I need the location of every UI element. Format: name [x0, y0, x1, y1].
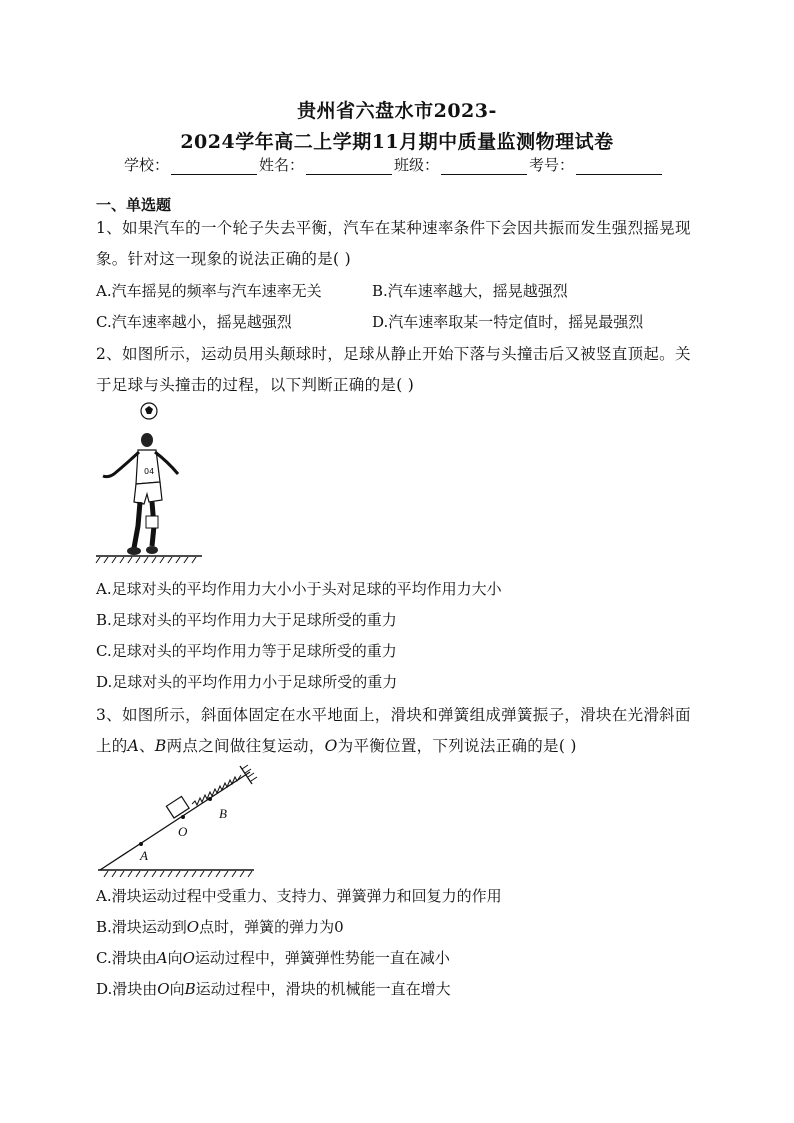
- q3-var-a: A: [156, 949, 168, 967]
- class-blank[interactable]: [441, 159, 527, 175]
- q3-text: 两点之间做往复运动，: [166, 737, 325, 755]
- q3-var-o: O: [324, 737, 338, 755]
- q2-option-d: D.足球对头的平均作用力小于足球所受的重力: [96, 673, 398, 691]
- q3-var-b: B: [184, 980, 196, 998]
- q3-var-a: A: [127, 737, 140, 755]
- svg-text:04: 04: [144, 467, 155, 476]
- spring-oscillator-figure: [94, 760, 264, 878]
- athlete-left-arm: [103, 452, 139, 477]
- school-label: 学校：: [124, 156, 170, 174]
- school-blank[interactable]: [171, 159, 257, 175]
- q3-var-o: O: [182, 949, 195, 967]
- q1-option-b: B.汽车速率越大，摇晃越强烈: [372, 282, 568, 300]
- q3-text: 点时，弹簧的弹力为0: [199, 918, 344, 936]
- exam-title-line1: 贵州省六盘水市2023-: [297, 100, 497, 122]
- name-label: 姓名：: [259, 156, 305, 174]
- exam-title-line2: 2024学年高二上学期11月期中质量监测物理试卷: [180, 131, 614, 153]
- label-a: A: [140, 848, 148, 863]
- q3-text: 向: [169, 980, 185, 998]
- section-title: 一、单选题: [96, 196, 172, 214]
- athlete-shorts: [134, 482, 162, 504]
- q3-text: 运动过程中，滑块的机械能一直在增大: [195, 980, 451, 998]
- q3-text: 运动过程中，弹簧弹性势能一直在减小: [194, 949, 450, 967]
- label-o: O: [178, 824, 188, 839]
- student-info-row: [124, 154, 664, 175]
- spring: [192, 775, 241, 805]
- q3-var-o: O: [157, 980, 170, 998]
- q2-stem-line2: 于足球与头撞击的过程，以下判断正确的是( ): [96, 376, 415, 394]
- q3-var-o: O: [186, 918, 200, 936]
- q2-option-b: B.足球对头的平均作用力大于足球所受的重力: [96, 611, 397, 629]
- ground-hatching: [104, 871, 252, 877]
- q3-stem-line2: [96, 734, 577, 756]
- q3-var-b: B: [154, 737, 167, 755]
- header-ball-figure: [94, 400, 204, 570]
- ground-hatching: [96, 557, 196, 563]
- q3-option-a: A.滑块运动过程中受重力、支持力、弹簧弹力和回复力的作用: [96, 887, 502, 905]
- q1-stem-line2: 象。针对这一现象的说法正确的是( ): [96, 250, 351, 268]
- q3-text: B.滑块运动到: [96, 918, 187, 936]
- q3-option-c: [96, 947, 450, 968]
- class-label: 班级：: [394, 156, 440, 174]
- q2-stem-line1: 2、如图所示，运动员用头颠球时，足球从静止开始下落与头撞击后又被竖直顶起。关: [96, 345, 691, 363]
- point-o-dot: [181, 815, 185, 819]
- q3-text: 上的: [96, 737, 128, 755]
- q3-text: D.滑块由: [96, 980, 158, 998]
- athlete-left-shoe: [127, 547, 141, 555]
- q1-option-c: C.汽车速率越小，摇晃越强烈: [96, 313, 292, 331]
- point-a-dot: [139, 842, 143, 846]
- athlete-knee-pad: [146, 516, 158, 528]
- exam-no-blank[interactable]: [576, 159, 662, 175]
- name-blank[interactable]: [306, 159, 392, 175]
- q2-option-a: A.足球对头的平均作用力大小小于头对足球的平均作用力大小: [96, 580, 502, 598]
- q1-option-d: D.汽车速率取某一特定值时，摇晃最强烈: [372, 313, 644, 331]
- q3-text: C.滑块由: [96, 949, 157, 967]
- q3-option-d: [96, 978, 451, 999]
- exam-no-label: 考号：: [529, 156, 575, 174]
- q1-stem-line1: 1、如果汽车的一个轮子失去平衡，汽车在某种速率条件下会因共振而发生强烈摇晃现: [96, 219, 691, 237]
- athlete-head: [141, 433, 153, 447]
- q3-text: 为平衡位置，下列说法正确的是( ): [337, 737, 577, 755]
- q3-text: 、: [139, 737, 155, 755]
- q3-text: 向: [167, 949, 183, 967]
- q3-option-b: [96, 916, 344, 937]
- q1-option-a: A.汽车摇晃的频率与汽车速率无关: [96, 282, 322, 300]
- athlete-right-shoe: [146, 546, 158, 554]
- athlete-left-leg: [134, 502, 140, 548]
- label-b: B: [219, 806, 227, 821]
- point-b-dot: [208, 797, 212, 801]
- q2-option-c: C.足球对头的平均作用力等于足球所受的重力: [96, 642, 397, 660]
- q3-stem-line1: 3、如图所示，斜面体固定在水平地面上，滑块和弹簧组成弹簧振子，滑块在光滑斜面: [96, 706, 691, 724]
